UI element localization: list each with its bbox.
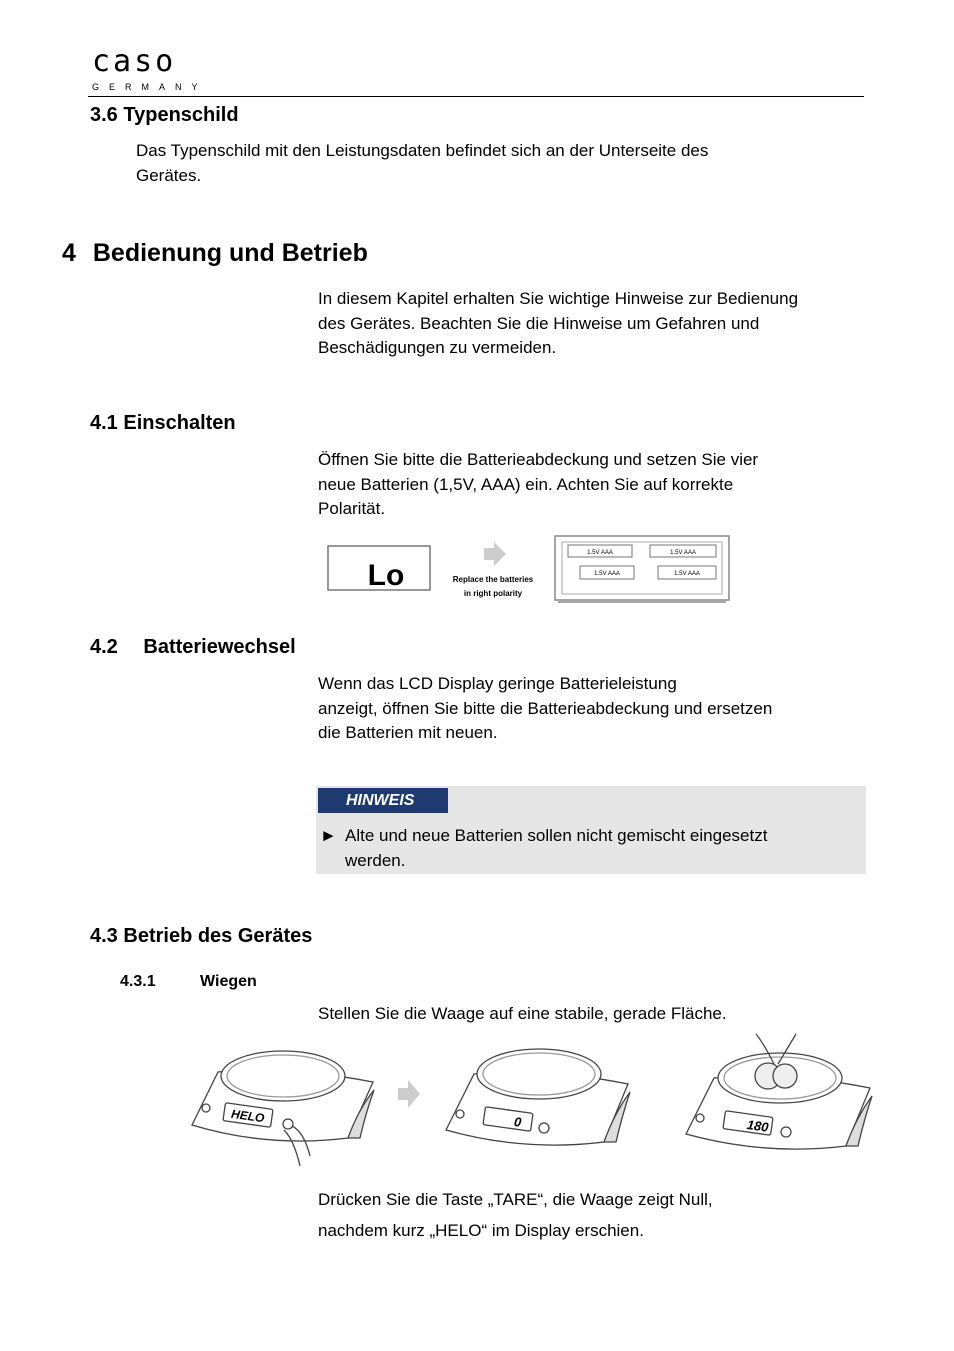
scale-3 [686, 1034, 872, 1149]
paragraph-3-6 [136, 139, 856, 188]
arrow-right-icon [398, 1080, 420, 1108]
battery-label: 1.5V AAA [587, 550, 613, 556]
text-line: Beschädigungen zu vermeiden. [318, 338, 557, 357]
header-rule [88, 96, 864, 97]
heading-title: Betrieb des Gerätes [123, 925, 313, 947]
heading-title: Einschalten [123, 412, 236, 434]
text-line: die Batterien mit neuen. [318, 723, 498, 742]
paragraph-4-1 [318, 448, 878, 522]
scale-1 [192, 1051, 374, 1166]
text-line: Wenn das LCD Display geringe Batterieleistung [318, 674, 677, 693]
scale-2 [446, 1049, 630, 1145]
caso-logo [88, 42, 208, 98]
note-tag: HINWEIS [318, 788, 448, 813]
battery-replacement-figure [318, 530, 738, 606]
heading-4 [62, 239, 368, 268]
battery-label: 1.5V AAA [670, 550, 696, 556]
text-line: nachdem kurz „HELO“ im Display erschien. [318, 1221, 644, 1240]
figure-caption-line2: in right polarity [463, 589, 523, 598]
lcd-text: Lo [367, 559, 405, 592]
note-text [320, 824, 850, 873]
heading-title: Bedienung und Betrieb [92, 239, 368, 267]
heading-title: Typenschild [123, 104, 239, 126]
text-line: Das Typenschild mit den Leistungsdaten befindet sich an der Unterseite des [136, 141, 709, 160]
battery-label: 1.5V AAA [674, 571, 700, 577]
text-line: Stellen Sie die Waage auf eine stabile, gerade Fläche. [318, 1004, 727, 1023]
heading-3-6 [90, 104, 239, 127]
text-line: Drücken Sie die Taste „TARE“, die Waage zeigt Null, [318, 1190, 713, 1209]
triangle-right-icon: ► [320, 826, 337, 845]
text-line: Polarität. [318, 499, 386, 518]
heading-4-3 [90, 925, 312, 948]
note-box [316, 786, 866, 874]
paragraph-4-2 [318, 672, 878, 746]
text-line: In diesem Kapitel erhalten Sie wichtige Hinweise zur Bedienung [318, 289, 799, 308]
text-line: Alte und neue Batterien sollen nicht gemischt eingesetzt [345, 826, 768, 845]
heading-number: 4.3 [90, 925, 118, 947]
scale-display-text: HELO [230, 1106, 266, 1126]
text-line: Gerätes. [136, 165, 202, 185]
text-line: werden. [345, 850, 406, 870]
figure-caption-line1: Replace the batteries [452, 575, 534, 584]
battery-label: 1.5V AAA [594, 571, 620, 577]
heading-4-2 [90, 636, 296, 659]
heading-number: 4 [62, 239, 76, 267]
weighing-figure [188, 1030, 878, 1170]
heading-number: 4.3.1 [120, 973, 156, 990]
logo-text: caso [92, 44, 177, 79]
logo-subtext: GERMANY [92, 82, 208, 92]
heading-number: 4.1 [90, 412, 118, 434]
paragraph-4-3-1 [318, 1002, 878, 1027]
arrow-right-icon [484, 542, 506, 566]
heading-title: Batteriewechsel [143, 636, 296, 658]
heading-4-3-1 [120, 973, 257, 991]
text-line: des Gerätes. Beachten Sie die Hinweise um Gefahren und [318, 313, 760, 333]
text-line: anzeigt, öffnen Sie bitte die Batterieabdeckung und ersetzen [318, 698, 773, 718]
scale-display-text: 180 [745, 1116, 770, 1135]
heading-title: Wiegen [200, 973, 257, 990]
heading-4-1 [90, 412, 236, 435]
heading-number: 4.2 [90, 636, 118, 658]
scale-display-text: 0 [513, 1113, 523, 1130]
heading-number: 3.6 [90, 104, 118, 126]
text-line: Öffnen Sie bitte die Batterieabdeckung und setzen Sie vier [318, 450, 759, 469]
text-line: neue Batterien (1,5V, AAA) ein. Achten Sie auf korrekte [318, 474, 734, 494]
paragraph-4-3-1-after [318, 1184, 878, 1246]
paragraph-4 [318, 287, 878, 361]
